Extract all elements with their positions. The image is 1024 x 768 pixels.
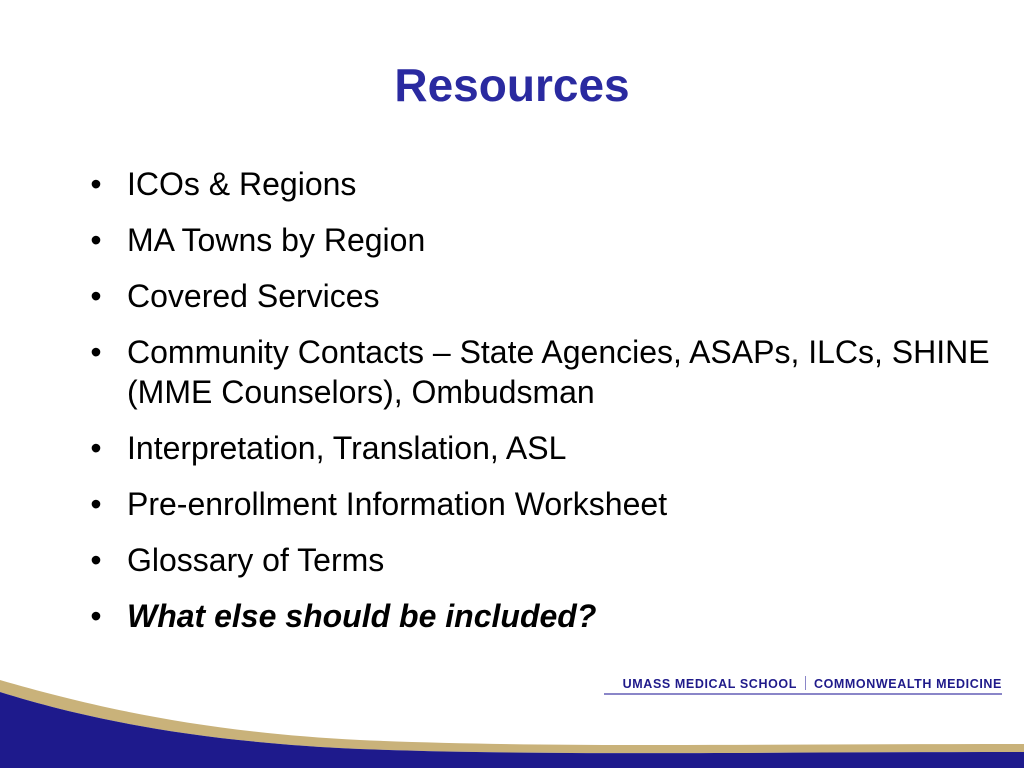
bullet-text: Glossary of Terms xyxy=(127,542,385,578)
bullet-text: MA Towns by Region xyxy=(127,222,426,258)
logo-divider xyxy=(805,676,806,690)
logo-left-text: UMASS MEDICAL SCHOOL xyxy=(622,677,797,691)
bullet-icon: • xyxy=(90,334,102,370)
bullet-icon: • xyxy=(90,486,102,522)
slide-title: Resources xyxy=(394,59,630,111)
bullet-text: ICOs & Regions xyxy=(127,166,357,202)
bullet-text: What else should be included? xyxy=(127,598,597,634)
bullet-icon: • xyxy=(90,598,102,634)
footer-navy-band xyxy=(0,692,1024,768)
bullet-icon: • xyxy=(90,278,102,314)
bullet-icon: • xyxy=(90,542,102,578)
logo-right-text: COMMONWEALTH MEDICINE xyxy=(813,677,1002,691)
logo-underline xyxy=(604,693,1002,695)
bullet-text: Pre-enrollment Information Worksheet xyxy=(127,486,668,522)
institution-logo xyxy=(623,676,1002,691)
bullet-text: Interpretation, Translation, ASL xyxy=(127,430,567,466)
bullet-text: Covered Services xyxy=(127,278,380,314)
bullet-icon: • xyxy=(90,430,102,466)
bullet-icon: • xyxy=(90,166,102,202)
bullet-icon: • xyxy=(90,222,102,258)
bullet-text: Community Contacts – State Agencies, ASAPs, ILCs, SHINE (MME Counselors), Ombudsman xyxy=(127,334,990,410)
